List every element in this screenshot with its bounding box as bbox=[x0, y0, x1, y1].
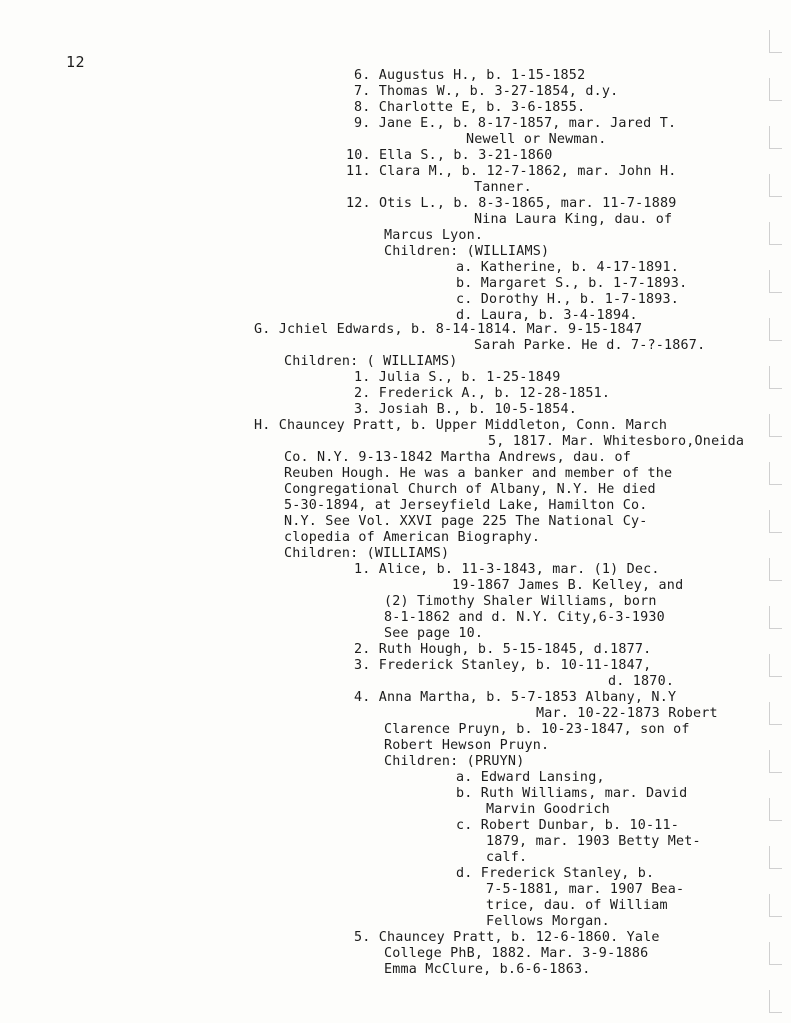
text-line: Reuben Hough. He was a banker and member of the bbox=[284, 466, 673, 481]
text-line: 12. Otis L., b. 8-3-1865, mar. 11-7-1889 bbox=[346, 196, 677, 211]
text-line: Sarah Parke. He d. 7-?-1867. bbox=[474, 338, 706, 353]
text-line: Children: (PRUYN) bbox=[384, 754, 525, 769]
edge-mark bbox=[769, 606, 782, 629]
edge-mark bbox=[769, 414, 782, 437]
text-line: 1879, mar. 1903 Betty Met- bbox=[486, 834, 701, 849]
edge-mark bbox=[769, 510, 782, 533]
edge-mark bbox=[769, 702, 782, 725]
edge-mark bbox=[769, 462, 782, 485]
text-line: 7-5-1881, mar. 1907 Bea- bbox=[486, 882, 685, 897]
text-line: Tanner. bbox=[474, 180, 532, 195]
text-line: Congregational Church of Albany, N.Y. He died bbox=[284, 482, 656, 497]
text-line: 3. Josiah B., b. 10-5-1854. bbox=[354, 402, 578, 417]
text-line: 6. Augustus H., b. 1-15-1852 bbox=[354, 68, 586, 83]
text-line: College PhB, 1882. Mar. 3-9-1886 bbox=[384, 946, 649, 961]
text-line: Robert Hewson Pruyn. bbox=[384, 738, 550, 753]
text-line: Emma McClure, b.6-6-1863. bbox=[384, 962, 591, 977]
text-line: 5-30-1894, at Jerseyfield Lake, Hamilton Co. bbox=[284, 498, 648, 513]
text-line: N.Y. See Vol. XXVI page 225 The National Cy- bbox=[284, 514, 648, 529]
text-line: b. Ruth Williams, mar. David bbox=[456, 786, 688, 801]
text-line: 2. Frederick A., b. 12-28-1851. bbox=[354, 386, 611, 401]
text-line: Nina Laura King, dau. of bbox=[474, 212, 673, 227]
text-line: 3. Frederick Stanley, b. 10-11-1847, bbox=[354, 658, 652, 673]
text-line: 11. Clara M., b. 12-7-1862, mar. John H. bbox=[346, 164, 677, 179]
text-line: Children: (WILLIAMS) bbox=[384, 244, 550, 259]
edge-mark bbox=[769, 78, 782, 101]
text-line: Co. N.Y. 9-13-1842 Martha Andrews, dau. of bbox=[284, 450, 631, 465]
edge-mark bbox=[769, 366, 782, 389]
text-line: 1. Julia S., b. 1-25-1849 bbox=[354, 370, 561, 385]
edge-mark bbox=[769, 942, 782, 965]
text-line: c. Dorothy H., b. 1-7-1893. bbox=[456, 292, 680, 307]
text-line: 8-1-1862 and d. N.Y. City,6-3-1930 bbox=[384, 610, 665, 625]
edge-mark bbox=[769, 846, 782, 869]
text-line: d. Frederick Stanley, b. bbox=[456, 866, 655, 881]
text-line: 10. Ella S., b. 3-21-1860 bbox=[346, 148, 553, 163]
edge-mark bbox=[769, 270, 782, 293]
edge-mark bbox=[769, 798, 782, 821]
text-line: 9. Jane E., b. 8-17-1857, mar. Jared T. bbox=[354, 116, 677, 131]
text-line: b. Margaret S., b. 1-7-1893. bbox=[456, 276, 688, 291]
edge-mark bbox=[769, 558, 782, 581]
text-line: Children: (WILLIAMS) bbox=[284, 546, 450, 561]
text-line: 8. Charlotte E, b. 3-6-1855. bbox=[354, 100, 586, 115]
edge-mark bbox=[769, 990, 782, 1013]
edge-mark bbox=[769, 222, 782, 245]
text-line: d. 1870. bbox=[608, 674, 675, 689]
edge-mark bbox=[769, 654, 782, 677]
text-line: Marvin Goodrich bbox=[486, 802, 610, 817]
text-line: Clarence Pruyn, b. 10-23-1847, son of bbox=[384, 722, 690, 737]
text-line: 1. Alice, b. 11-3-1843, mar. (1) Dec. bbox=[354, 562, 660, 577]
text-line: 2. Ruth Hough, b. 5-15-1845, d.1877. bbox=[354, 642, 652, 657]
text-line: calf. bbox=[486, 850, 528, 865]
text-line: c. Robert Dunbar, b. 10-11- bbox=[456, 818, 680, 833]
text-line: a. Katherine, b. 4-17-1891. bbox=[456, 260, 680, 275]
text-line: 7. Thomas W., b. 3-27-1854, d.y. bbox=[354, 84, 619, 99]
text-line: Marcus Lyon. bbox=[384, 228, 484, 243]
text-line: clopedia of American Biography. bbox=[284, 530, 541, 545]
text-line: 5, 1817. Mar. Whitesboro,Oneida bbox=[488, 434, 745, 449]
text-line: (2) Timothy Shaler Williams, born bbox=[384, 594, 657, 609]
edge-mark bbox=[769, 174, 782, 197]
text-line: Fellows Morgan. bbox=[486, 914, 610, 929]
text-line: 19-1867 James B. Kelley, and bbox=[452, 578, 684, 593]
text-line: See page 10. bbox=[384, 626, 484, 641]
edge-mark bbox=[769, 750, 782, 773]
text-line: 4. Anna Martha, b. 5-7-1853 Albany, N.Y bbox=[354, 690, 677, 705]
edge-mark bbox=[769, 30, 782, 53]
text-line: trice, dau. of William bbox=[486, 898, 668, 913]
edge-mark bbox=[769, 894, 782, 917]
text-line: Mar. 10-22-1873 Robert bbox=[536, 706, 718, 721]
edge-mark bbox=[769, 318, 782, 341]
text-line: Newell or Newman. bbox=[466, 132, 607, 147]
binding-edge-marks bbox=[751, 0, 791, 1023]
text-line: Children: ( WILLIAMS) bbox=[284, 354, 458, 369]
text-line: 5. Chauncey Pratt, b. 12-6-1860. Yale bbox=[354, 930, 660, 945]
text-line: d. Laura, b. 3-4-1894. bbox=[456, 308, 638, 323]
edge-mark bbox=[769, 126, 782, 149]
text-line: a. Edward Lansing, bbox=[456, 770, 605, 785]
text-line: H. Chauncey Pratt, b. Upper Middleton, Conn. March bbox=[254, 418, 668, 433]
page-number: 12 bbox=[66, 53, 86, 71]
text-line: G. Jchiel Edwards, b. 8-14-1814. Mar. 9-15-1847 bbox=[254, 322, 643, 337]
